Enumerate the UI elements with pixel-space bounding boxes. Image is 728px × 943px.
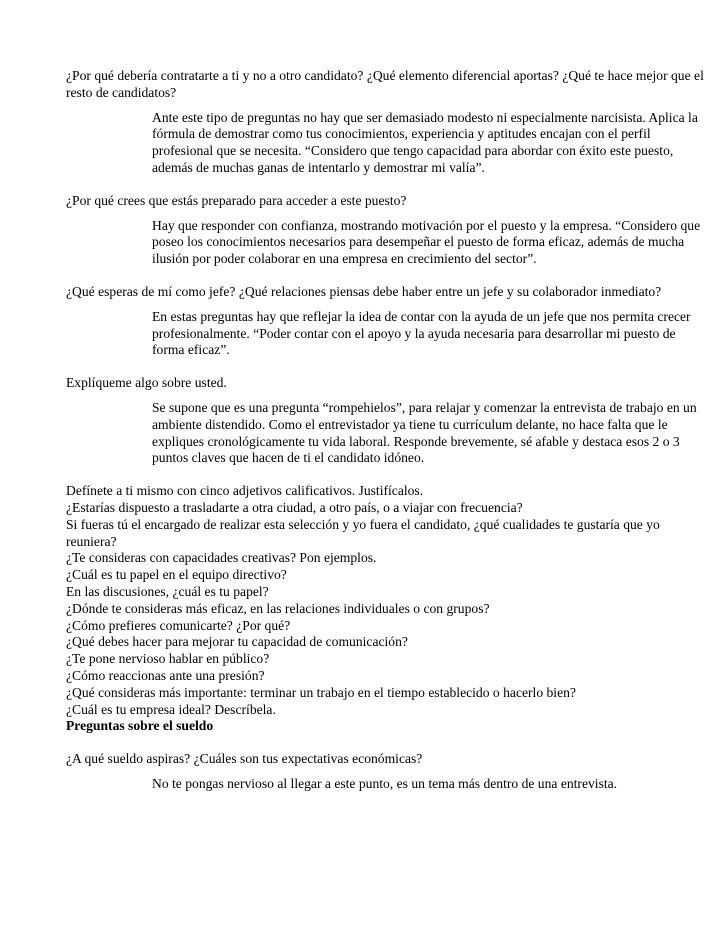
answer-2: Hay que responder con confianza, mostrando motivación por el puesto y la empresa. “Considero que poseo los conocimientos necesarios para desempeñar el puesto de forma eficaz, además de mucha ilusión por poder colaborar en una empresa en crecimiento del sector”. (152, 217, 701, 267)
list-item: ¿Te consideras con capacidades creativas? Pon ejemplos. (66, 550, 377, 566)
question-list (66, 483, 708, 735)
question-2: ¿Por qué crees que estás preparado para acceder a este puesto? (66, 192, 407, 208)
salary-question: ¿A qué sueldo aspiras? ¿Cuáles son tus expectativas económicas? (66, 751, 423, 767)
salary-heading: Preguntas sobre el sueldo (66, 718, 214, 734)
answer-1: Ante este tipo de preguntas no hay que ser demasiado modesto ni especialmente narcisista. Aplica la fórmula de demostrar como tus conocimientos, experiencia y aptitudes encajan con el perfil profesional que se necesita. “Considero que tengo capacidad para abordar con éxito este puesto, además de muchas ganas de intentarlo y demostrar mi valía”. (152, 109, 698, 175)
list-item: ¿Cómo reaccionas ante una presión? (66, 667, 265, 683)
answer-3: En estas preguntas hay que reflejar la idea de contar con la ayuda de un jefe que nos permita crecer profesionalmente. “Poder contar con el apoyo y la ayuda necesaria para desarrollar mi puesto de forma eficaz”. (152, 308, 691, 358)
question-1: ¿Por qué debería contratarte a ti y no a otro candidato? ¿Qué elemento diferencial aportas? ¿Qué te hace mejor que el resto de candidatos? (66, 68, 704, 100)
list-item: ¿Cuál es tu papel en el equipo directivo? (66, 567, 287, 583)
list-item: ¿Qué debes hacer para mejorar tu capacidad de comunicación? (66, 634, 408, 650)
list-item: ¿Dónde te consideras más eficaz, en las relaciones individuales o con grupos? (66, 600, 490, 616)
list-item: Defínete a ti mismo con cinco adjetivos calificativos. Justifícalos. (66, 483, 424, 499)
list-item: ¿Te pone nervioso hablar en público? (66, 651, 270, 667)
list-item: ¿Cuál es tu empresa ideal? Descríbela. (66, 701, 276, 717)
list-item: En las discusiones, ¿cuál es tu papel? (66, 583, 269, 599)
question-4: Explíqueme algo sobre usted. (66, 375, 227, 391)
answer-4: Se supone que es una pregunta “rompehielos”, para relajar y comenzar la entrevista de trabajo en un ambiente distendido. Como el entrevistador ya tiene tu currículum delante, no hace falta que le expliques cronológicamente tu vida laboral. Responde brevemente, sé afable y destaca esos 2 o 3 puntos claves que hacen de ti el candidato idóneo. (152, 399, 697, 466)
list-item: ¿Cómo prefieres comunicarte? ¿Por qué? (66, 617, 291, 633)
list-item: ¿Estarías dispuesto a trasladarte a otra ciudad, a otro país, o a viajar con frecuencia? (66, 499, 523, 515)
salary-answer: No te pongas nervioso al llegar a este punto, es un tema más dentro de una entrevista. (152, 775, 618, 791)
question-3: ¿Qué esperas de mí como jefe? ¿Qué relaciones piensas debe haber entre un jefe y su colaborador inmediato? (66, 283, 662, 299)
list-item: ¿Qué consideras más importante: terminar un trabajo en el tiempo establecido o hacerlo bien? (66, 684, 576, 700)
list-item: Si fueras tú el encargado de realizar esta selección y yo fuera el candidato, ¿qué cualidades te gustaría que yo reuniera? (66, 516, 660, 549)
